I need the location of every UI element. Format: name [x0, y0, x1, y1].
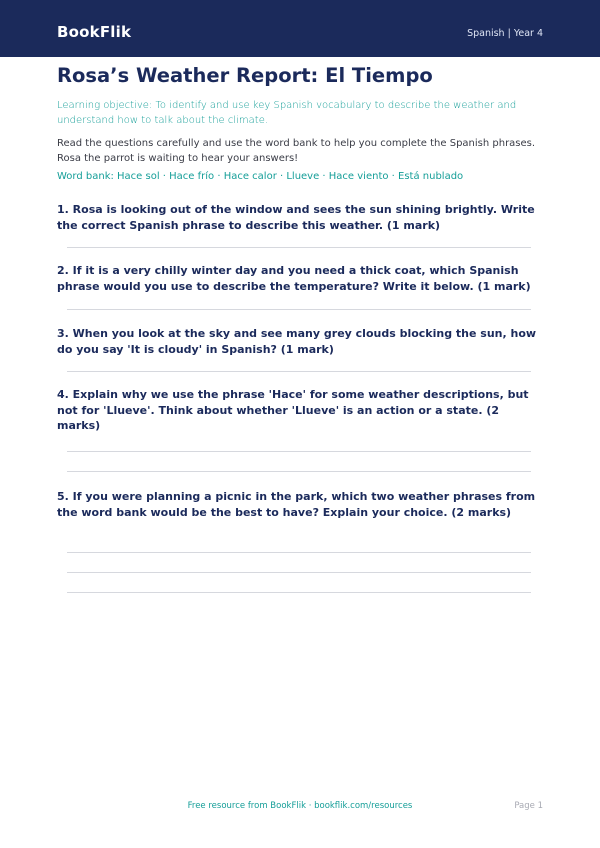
- answer-line[interactable]: [67, 572, 531, 573]
- answer-line[interactable]: [67, 451, 531, 452]
- answer-line[interactable]: [67, 247, 531, 248]
- worksheet-title: Rosa’s Weather Report: El Tiempo: [57, 64, 433, 87]
- brand-logo: BookFlik: [57, 23, 132, 41]
- question-1: 1. Rosa is looking out of the window and sees the sun shining brightly. Write the correct Spanish phrase to describe this weather. (1 mark): [57, 203, 535, 232]
- question-4: 4. Explain why we use the phrase 'Hace' for some weather descriptions, but not for 'Llueve'. Think about whether 'Llueve' is an action or a state. (2 marks): [57, 388, 529, 432]
- page-number: Page 1: [514, 801, 543, 811]
- footer-credit: Free resource from BookFlik · bookflik.com/resources: [187, 801, 413, 811]
- answer-line[interactable]: [67, 471, 531, 472]
- word-bank: Word bank: Hace sol · Hace frío · Hace calor · Llueve · Hace viento · Está nublado: [57, 171, 464, 182]
- subject-year-label: Spanish | Year 4: [467, 28, 543, 39]
- answer-line[interactable]: [67, 552, 531, 553]
- question-3: 3. When you look at the sky and see many grey clouds blocking the sun, how do you say 'It is cloudy' in Spanish? (1 mark): [57, 327, 537, 356]
- answer-line[interactable]: [67, 309, 531, 310]
- answer-line[interactable]: [67, 371, 531, 372]
- question-2: 2. If it is a very chilly winter day and you need a thick coat, which Spanish phrase would you use to describe the temperature? Write it below. (1 mark): [57, 264, 531, 293]
- learning-objective: Learning objective: To identify and use key Spanish vocabulary to describe the weather and understand how to talk about the climate.: [57, 100, 517, 126]
- answer-line[interactable]: [67, 592, 531, 593]
- page-header: [0, 0, 600, 57]
- instructions: Read the questions carefully and use the word bank to help you complete the Spanish phrases. Rosa the parrot is waiting to hear your answers!: [57, 138, 536, 164]
- question-5: 5. If you were planning a picnic in the park, which two weather phrases from the word bank would be the best to have? Explain your choice. (2 marks): [57, 490, 536, 519]
